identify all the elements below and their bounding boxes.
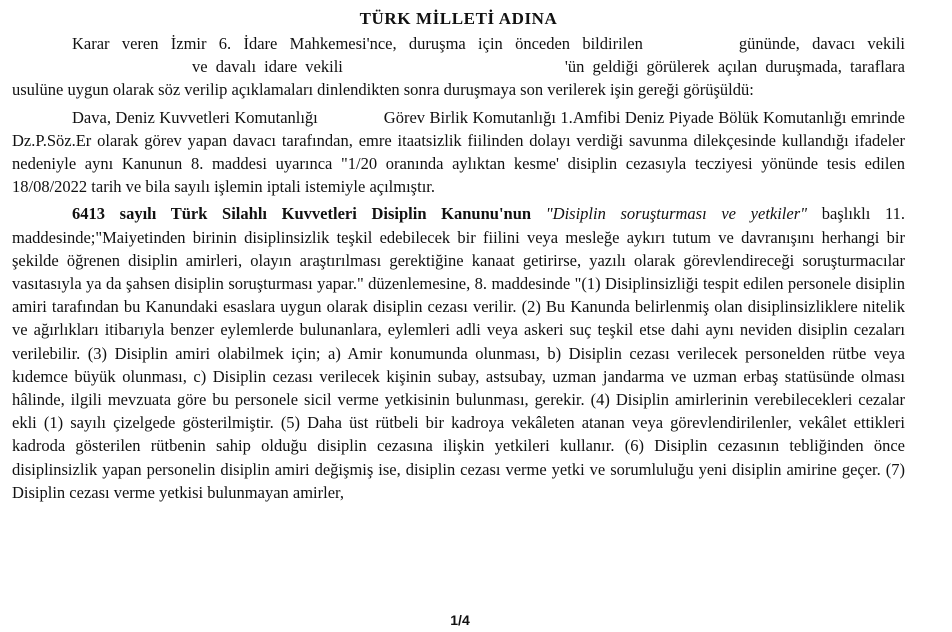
law-title: 6413 sayılı Türk Silahlı Kuvvetleri Disiplin Kanunu'nun [72, 204, 532, 224]
hearing-text-4: 'ün geldiği görülerek açılan duruşmada, taraflara usulüne uygun olarak söz verilip açıklamaları dinlendikten sonra duruşmaya son verilerek işin gereği görüşüldü: [12, 57, 905, 100]
hearing-text-2: gününde, davacı vekili [738, 34, 905, 53]
law-text: başlıklı 11. maddesinde;"Maiyetinden birinin disiplinsizlik teşkil edebilecek bir fiilini veya mesleğe aykırı tutum ve davranışını herhangi bir şekilde öğrenen disiplin amirleri, olayın araştırılması gerektiğine kanaat getirirse, yazılı olarak görevlendireceği soruşturmacılar vasıtasıyla ya da şahsen disiplin soruşturması yapar." düzenlemesine, 8. maddesinde "(1) Disiplinsizliği tespit edilen personele disiplin amiri tarafından bu Kanundaki esaslara uygun olarak disiplin cezası verilir. (2) Bu Kanunda belirlenmiş olan disiplinsizliklere nitelik ve ağırlıkları itibarıyla benzer eylemlerde bulunanlara, eylemleri adli veya askeri suç teşkil etse dahi aynı neviden disiplin cezaları verilebilir. (3) Disiplin amiri olabilmek için; a) Amir konumunda olunması, b) Disiplin cezası verilecek personelden rütbe veya kıdemce büyük olunması, c) Disiplin cezası verilecek kişinin subay, astsubay, uzman jandarma ve uzman erbaş statüsünde olması hâlinde, ilgili mevzuata göre bu personele sicil verme yetkisinin bulunması, gerekir. (4) Disiplin amirlerinin verebilecekleri cezalar ekli (1) sayılı çizelgede gösterilmiştir. (5) Daha üst rütbeli bir kadroya vekâleten atanan veya görevlendirilenler, vekâlet ettikleri kadroda gösterilen rütbenin sahip olduğu disiplin cezasına ilişkin yetkileri kullanır. (6) Disiplin cezasının tebliğinden önce disiplinsizlik yapan personelin disiplin amiri değişmiş ise, disiplin cezası verme yetki ve sorumluluğu yeni disiplin amirine geçer. (7) Disiplin cezası verme yetkisi bulunmayan amirler, [12, 204, 905, 502]
case-text-2: Görev Birlik Komutanlığı 1.Amfibi Deniz Piyade Bölük Komutanlığı emrinde Dz.P.Söz.Er olarak görev yapan davacı tarafından, emre itaatsizlik fiilinden dolayı verdiği savunma dilekçesinde kullandığı ifadeler nedeniyle aynı Kanunun 8. maddesi uyarınca "1/20 oranında aylıktan kesme' disiplin cezasıyla tecziyesi yönünde tesis edilen 18/08/2022 tarih ve bila sayılı işlemin iptali istemiyle açılmıştır. [12, 107, 905, 197]
hearing-text-3: ve davalı idare vekili [192, 57, 343, 77]
paragraph-case [12, 106, 905, 199]
page-number: 1/4 [450, 612, 470, 628]
hearing-text-1: Karar veren İzmir 6. İdare Mahkemesi'nce, duruşma için önceden bildirilen [72, 34, 643, 53]
case-text-1: Dava, Deniz Kuvvetleri Komutanlığı [72, 107, 318, 127]
document-page [12, 6, 905, 504]
paragraph-hearing [12, 32, 905, 102]
document-title: TÜRK MİLLETİ ADINA [359, 9, 558, 28]
paragraph-law [12, 202, 905, 504]
law-section-title: "Disiplin soruşturması ve yetkiler" [545, 204, 808, 224]
